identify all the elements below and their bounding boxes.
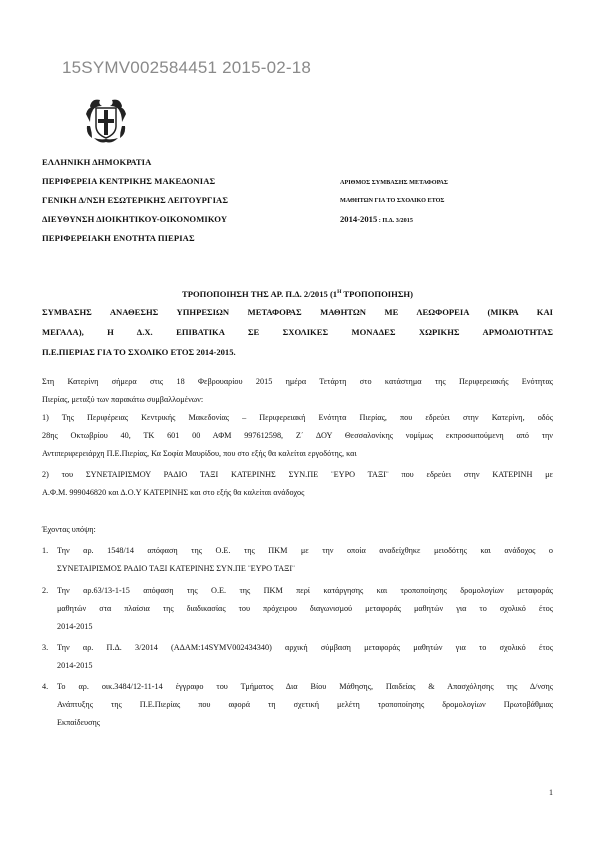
item-4-line-2: Ανάπτυξης της Π.Ε.Πιερίας που αφορά τη σχετική μελέτη τροποποίησης δρομολογίων Πρωτοβάθμιας bbox=[57, 700, 553, 709]
title-line-3: Π.Ε.ΠΙΕΡΙΑΣ ΓΙΑ ΤΟ ΣΧΟΛΙΚΟ ΕΤΟΣ 2014-2015. bbox=[42, 347, 236, 357]
title-line-2: ΜΕΓΑΛΑ), Η Δ.Χ. ΕΠΙΒΑΤΙΚΑ ΣΕ ΣΧΟΛΙΚΕΣ ΜΟΝΑΔΕΣ ΧΩΡΙΚΗΣ ΑΡΜΟΔΙΟΤΗΤΑΣ bbox=[42, 327, 553, 337]
contract-ref: : Π.Δ. 3/2015 bbox=[377, 217, 413, 224]
item-1-number: 1. bbox=[42, 546, 49, 555]
item-1-line-2: ΣΥΝΕΤΑΙΡΙΣΜΟΣ ΡΑΔΙΟ ΤΑΞΙ ΚΑΤΕΡΙΝΗΣ ΣΥΝ.ΠΕ ¨ΕΥΡΟ ΤΑΞΙ¨ bbox=[57, 564, 295, 573]
item-4-line-3: Εκπαίδευσης bbox=[57, 718, 101, 727]
item-1-line-1: Την αρ. 1548/14 απόφαση της Ο.Ε. της ΠΚΜ με την οποία αναδείχθηκε μειοδότης και ανάδοχος ο bbox=[57, 546, 553, 555]
body-line-1: Στη Κατερίνη σήμερα στις 18 Φεβρουαρίου 2015 ημέρα Τετάρτη στο κατάστημα της Περιφερειακής Ενότητας bbox=[42, 377, 553, 386]
body-line-7: Α.Φ.Μ. 999046820 και Δ.Ο.Υ ΚΑΤΕΡΙΝΗΣ και στο εξής θα καλείται ανάδοχος bbox=[42, 488, 305, 497]
header-line-4: ΔΙΕΥΘΥΝΣΗ ΔΙΟΙΚΗΤΙΚΟΥ-ΟΙΚΟΝΟΜΙΚΟΥ bbox=[42, 214, 228, 224]
title-sup: Η bbox=[337, 289, 342, 296]
item-2-line-1: Την αρ.63/13-1-15 απόφαση της Ο.Ε. της ΠΚΜ περί κατάργησης και τροποποίησης δρομολογίων μεταφοράς bbox=[57, 586, 553, 595]
document-title bbox=[0, 289, 595, 299]
body-line-4: 28ης Οκτωβρίου 40, ΤΚ 601 00 ΑΦΜ 997612598, Ζ΄ ΔΟΥ Θεσσαλονίκης νομίμως εκπροσωπούμενη από την bbox=[42, 431, 553, 440]
title-end: ΤΡΟΠΟΠΟΙΗΣΗ) bbox=[341, 289, 413, 299]
header-line-2: ΠΕΡΙΦΕΡΕΙΑ ΚΕΝΤΡΙΚΗΣ ΜΑΚΕΔΟΝΙΑΣ bbox=[42, 176, 216, 186]
item-3-line-1: Την αρ. Π.Δ. 3/2014 (ΑΔΑΜ:14SYMV002434340) αρχική σύμβαση μεταφοράς μαθητών για το σχολικό έτος bbox=[57, 643, 553, 652]
body-line-2: Πιερίας, μεταξύ των παρακάτω συμβαλλομένων: bbox=[42, 395, 204, 404]
body-line-5: Αντιπεριφερειάρχη Π.Ε.Πιερίας, Κα Σοφία Μαυρίδου, που στο εξής θα καλείται εργοδότης, και bbox=[42, 449, 357, 458]
body-line-3: 1) Της Περιφέρειας Κεντρικής Μακεδονίας – Περιφερειακή Ενότητα Πιερίας, που εδρεύει στην Κατερίνη, οδός bbox=[42, 413, 553, 422]
item-4-line-1: Το αρ. οικ.3484/12-11-14 έγγραφο του Τμήματος Δια Βίου Μάθησης, Παιδείας & Απασχόλησης της Δ/νσης bbox=[57, 682, 553, 691]
body-line-6: 2) του ΣΥΝΕΤΑΙΡΙΣΜΟΥ ΡΑΔΙΟ ΤΑΞΙ ΚΑΤΕΡΙΝΗΣ ΣΥΝ.ΠΕ ¨ΕΥΡΟ ΤΑΞΙ¨ που εδρεύει στην ΚΑΤΕΡΙΝΗ με bbox=[42, 470, 553, 479]
item-3-line-2: 2014-2015 bbox=[57, 661, 93, 670]
header-line-1: ΕΛΛΗΝΙΚΗ ΔΗΜΟΚΡΑΤΙΑ bbox=[42, 157, 152, 167]
header-line-5: ΠΕΡΙΦΕΡΕΙΑΚΗ ΕΝΟΤΗΤΑ ΠΙΕΡΙΑΣ bbox=[42, 233, 195, 243]
document-id: 15SYMV002584451 2015-02-18 bbox=[62, 58, 312, 77]
considering-heading: Έχοντας υπόψη: bbox=[42, 525, 96, 534]
contract-school-year-label: ΜΑΘΗΤΩΝ ΓΙΑ ΤΟ ΣΧΟΛΙΚΟ ΕΤΟΣ bbox=[340, 197, 445, 204]
item-2-line-3: 2014-2015 bbox=[57, 622, 93, 631]
item-4-number: 4. bbox=[42, 682, 49, 691]
title-line-1: ΣΥΜΒΑΣΗΣ ΑΝΑΘΕΣΗΣ ΥΠΗΡΕΣΙΩΝ ΜΕΤΑΦΟΡΑΣ ΜΑΘΗΤΩΝ ΜΕ ΛΕΩΦΟΡΕΙΑ (ΜΙΚΡΑ ΚΑΙ bbox=[42, 307, 553, 317]
contract-number-label: ΑΡΙΘΜΟΣ ΣΥΜΒΑΣΗΣ ΜΕΤΑΦΟΡΑΣ bbox=[340, 179, 448, 186]
item-2-number: 2. bbox=[42, 586, 49, 595]
item-2-line-2: μαθητών στα πλαίσια της διαδικασίας του πρόχειρου διαγωνισμού μεταφοράς μαθητών για το σχολικό έτος bbox=[57, 604, 553, 613]
contract-reference bbox=[340, 214, 413, 224]
header-line-3: ΓΕΝΙΚΗ Δ/ΝΣΗ ΕΣΩΤΕΡΙΚΗΣ ΛΕΙΤΟΥΡΓΙΑΣ bbox=[42, 195, 229, 205]
contract-year: 2014-2015 bbox=[340, 214, 378, 224]
title-main: ΤΡΟΠΟΠΟΙΗΣΗ ΤΗΣ ΑΡ. Π.Δ. 2/2015 (1 bbox=[182, 289, 338, 299]
item-3-number: 3. bbox=[42, 643, 49, 652]
page-number: 1 bbox=[549, 788, 553, 797]
greek-emblem-icon bbox=[80, 92, 132, 148]
